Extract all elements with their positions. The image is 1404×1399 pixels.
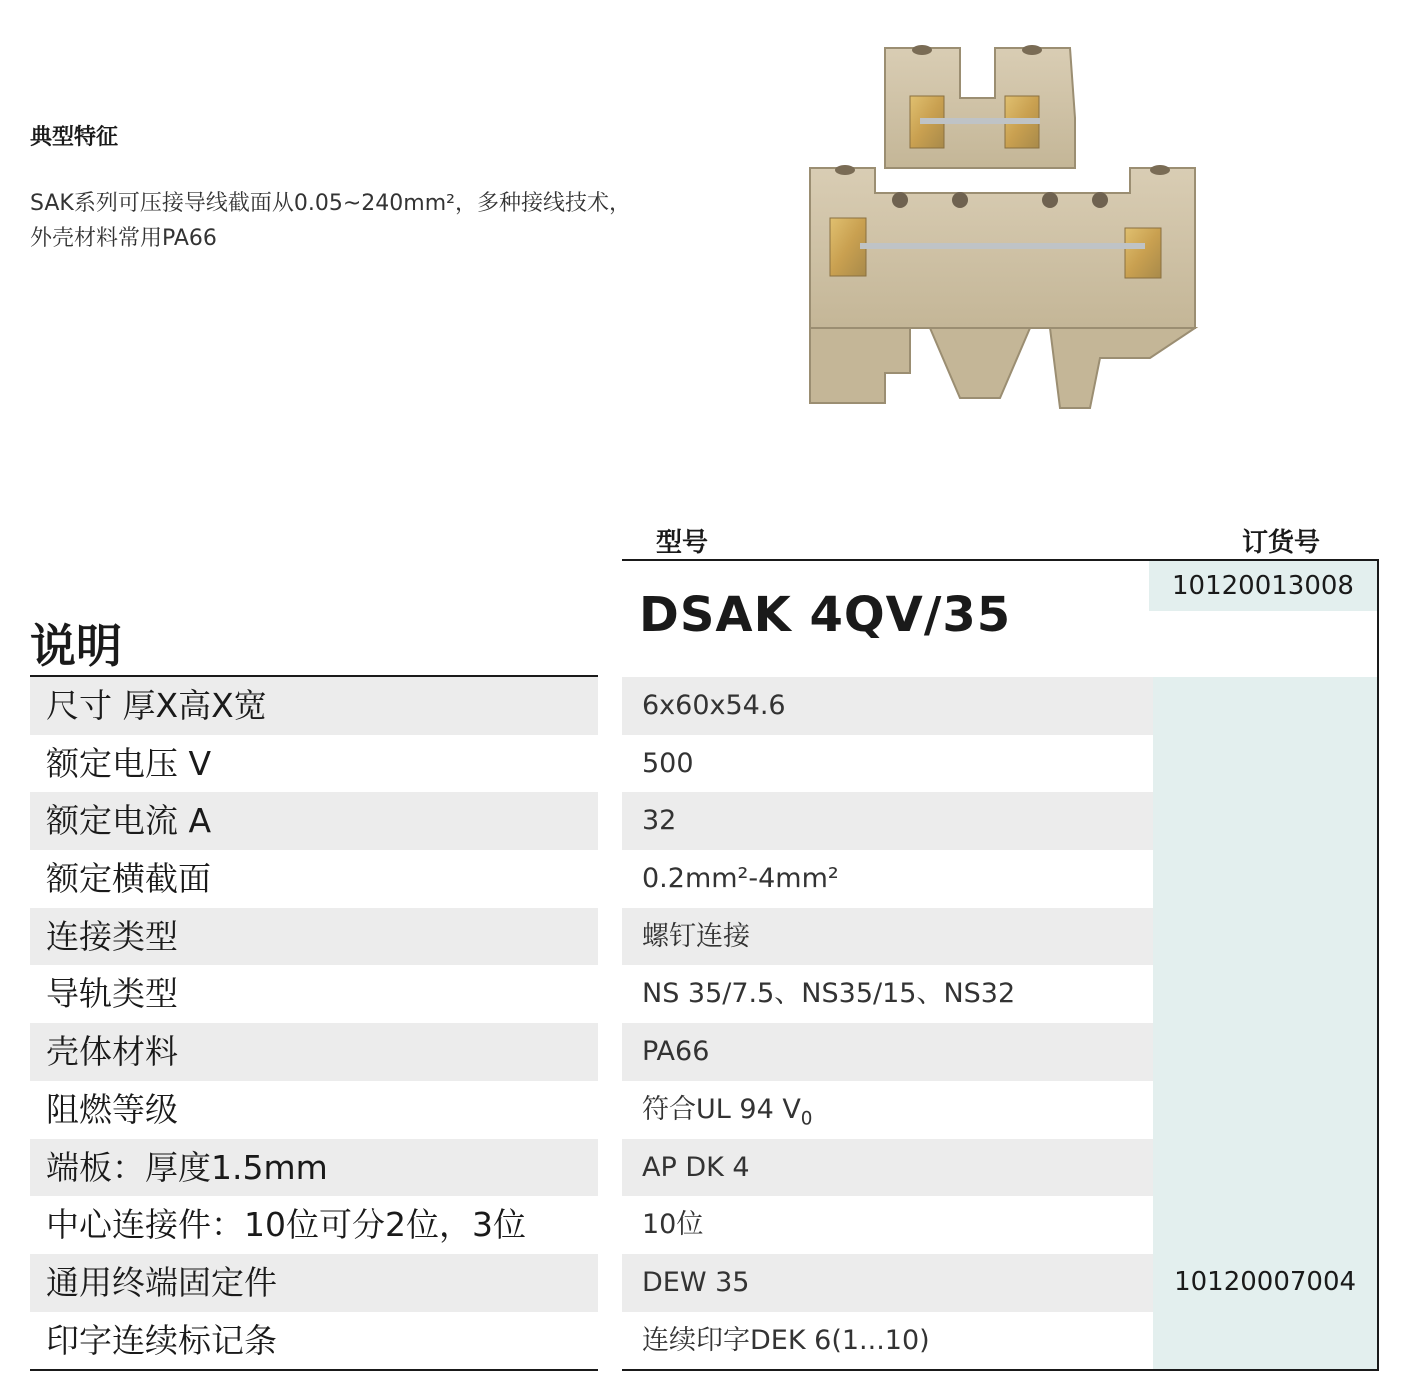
product-image	[800, 28, 1200, 418]
spec-label: 尺寸 厚X高X宽	[30, 677, 598, 735]
spec-table	[622, 559, 1379, 1371]
table-row	[622, 677, 1377, 735]
spec-value: 0.2mm²-4mm²	[642, 863, 839, 895]
spec-order-number	[1153, 1312, 1377, 1370]
model-name: DSAK 4QV/35	[639, 587, 1012, 643]
table-row	[622, 908, 1377, 966]
spec-order-number	[1153, 677, 1377, 735]
table-row	[622, 1312, 1377, 1370]
spec-value: 500	[642, 747, 694, 779]
section-title: 说明	[30, 619, 122, 673]
spec-order-number	[1153, 1023, 1377, 1081]
spec-label: 端板：厚度1.5mm	[30, 1139, 598, 1197]
order-header-blank	[1149, 611, 1377, 677]
spec-label: 额定电压 V	[46, 743, 212, 783]
spec-order-number	[1153, 908, 1377, 966]
table-row	[622, 735, 1377, 793]
spec-order-number	[1153, 1139, 1377, 1197]
spec-order-number	[1153, 850, 1377, 908]
table-row	[622, 965, 1377, 1023]
spec-value: 32	[622, 792, 1153, 850]
features-line-2: 外壳材料常用PA66	[30, 226, 217, 251]
table-row	[622, 1081, 1377, 1139]
features-line-1: SAK系列可压接导线截面从0.05~240mm²，多种接线技术，	[30, 191, 631, 216]
spec-value: 连续印字DEK 6(1...10)	[642, 1324, 930, 1356]
spec-label: 印字连续标记条	[46, 1320, 277, 1360]
spec-value: DEW 35	[622, 1254, 1153, 1312]
spec-label: 阻燃等级	[46, 1089, 178, 1129]
spec-value: 10位	[642, 1209, 704, 1241]
table-row	[622, 1196, 1377, 1254]
spec-value-subscript: 0	[800, 1108, 813, 1130]
spec-label: 中心连接件：10位可分2位，3位	[46, 1205, 526, 1245]
spec-value: NS 35/7.5、NS35/15、NS32	[642, 978, 1016, 1010]
spec-value: PA66	[622, 1023, 1153, 1081]
spec-order-number	[1153, 792, 1377, 850]
product-order-number: 10120013008	[1149, 561, 1377, 611]
spec-order-number	[1153, 735, 1377, 793]
spec-label-column	[30, 675, 598, 1371]
table-row	[622, 850, 1377, 908]
spec-value-text: 符合UL 94 V	[642, 1093, 801, 1125]
spec-label: 壳体材料	[30, 1023, 598, 1081]
spec-value: 螺钉连接	[622, 908, 1153, 966]
column-header-model: 型号	[656, 528, 709, 558]
spec-label: 导轨类型	[46, 974, 178, 1014]
features-heading: 典型特征	[30, 125, 119, 150]
spec-order-number	[1153, 1196, 1377, 1254]
table-row	[622, 1023, 1377, 1081]
spec-label: 连接类型	[30, 908, 598, 966]
spec-label: 额定横截面	[46, 859, 211, 899]
product-header-row	[622, 561, 1377, 677]
spec-label: 通用终端固定件	[30, 1254, 598, 1312]
spec-value	[622, 1081, 1153, 1139]
spec-order-number	[1153, 1081, 1377, 1139]
spec-value: AP DK 4	[622, 1139, 1153, 1197]
spec-value: 6x60x54.6	[622, 677, 1153, 735]
spec-order-number: 10120007004	[1153, 1254, 1377, 1312]
table-row	[622, 1254, 1377, 1312]
column-header-order-number: 订货号	[1242, 528, 1321, 558]
spec-label: 额定电流 A	[30, 792, 598, 850]
table-row	[622, 792, 1377, 850]
features-description	[30, 186, 730, 256]
spec-order-number	[1153, 965, 1377, 1023]
table-row	[622, 1139, 1377, 1197]
